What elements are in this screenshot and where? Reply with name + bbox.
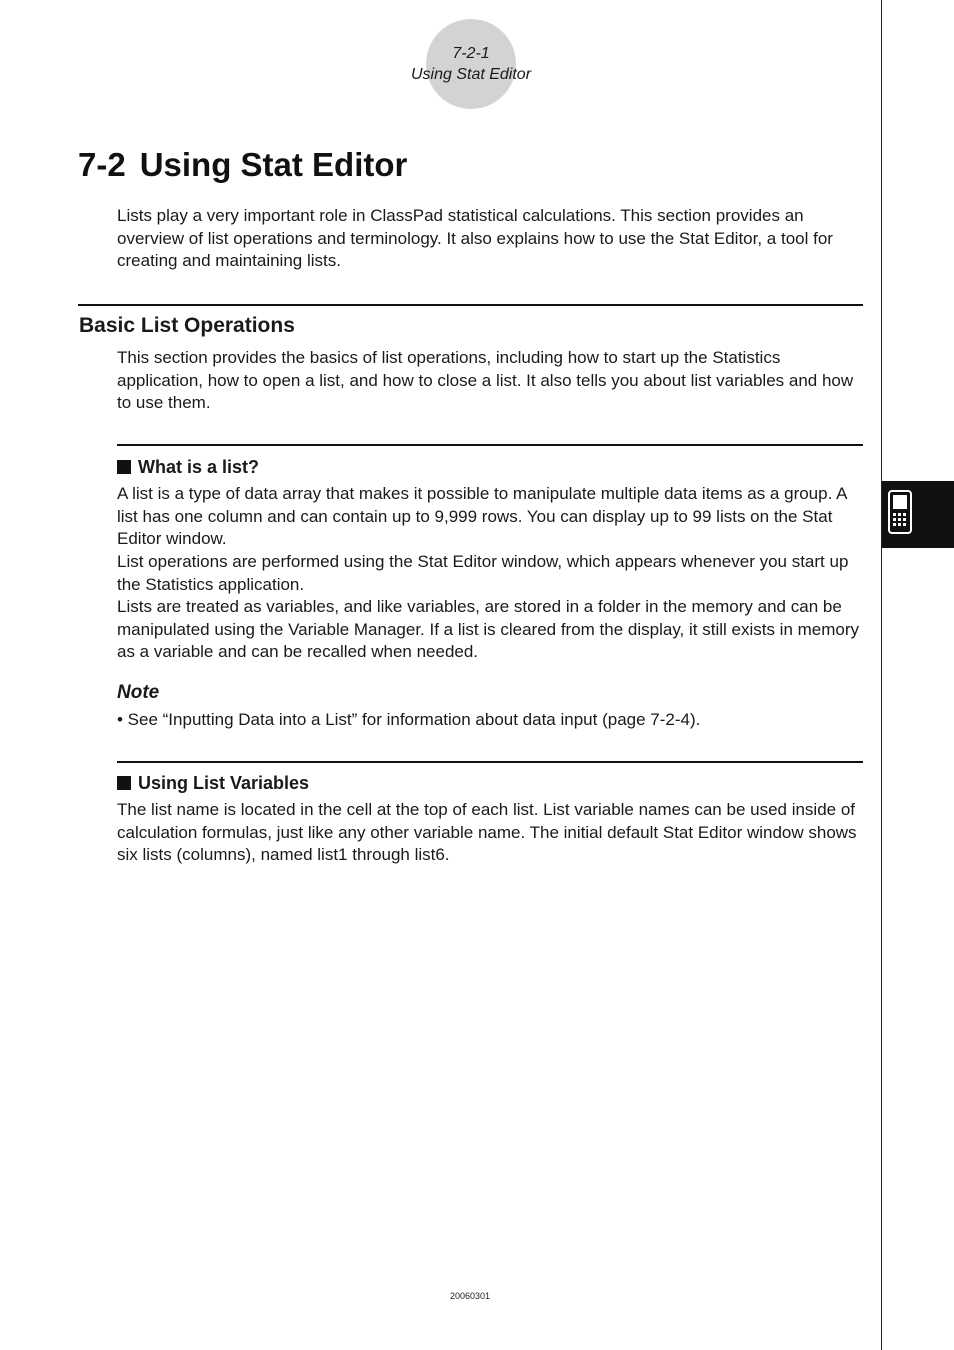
chapter-title-text: Using Stat Editor — [139, 146, 408, 183]
section-divider — [78, 304, 863, 306]
note-item: • See “Inputting Data into a List” for information about data input (page 7-2-4). — [117, 710, 701, 729]
chapter-title — [78, 143, 407, 187]
subsection-divider — [117, 444, 863, 446]
list-variables-heading-text: Using List Variables — [138, 773, 310, 793]
list-variables-heading — [117, 771, 309, 795]
chapter-number: 7-2 — [78, 146, 126, 183]
square-bullet-icon — [117, 776, 131, 790]
classpad-calculator-icon — [886, 489, 916, 537]
page-number: 7-2-1 — [452, 45, 490, 62]
what-is-list-paragraph-3: Lists are treated as variables, and like variables, are stored in a folder in the memory and can be manipulated using the Variable Manager. If a list is cleared from the display, it still exists in memory as a variable and can be recalled when needed. — [117, 597, 860, 662]
section-heading: Basic List Operations — [79, 314, 295, 337]
section-intro: This section provides the basics of list operations, including how to start up the Statistics application, how to open a list, and how to close a list. It also tells you about list variables and how to use them. — [117, 348, 854, 413]
note-label: Note — [117, 682, 160, 703]
running-title: Using Stat Editor — [410, 66, 532, 83]
footer-code: 20060301 — [449, 1291, 491, 1301]
what-is-list-heading-text: What is a list? — [138, 457, 260, 477]
right-margin-rule — [881, 0, 882, 1350]
square-bullet-icon — [117, 460, 131, 474]
what-is-list-heading — [117, 455, 259, 479]
subsection-divider-2 — [117, 761, 863, 763]
what-is-list-paragraph-2: List operations are performed using the Stat Editor window, which appears whenever you start up the Statistics application. — [117, 552, 849, 594]
header-badge — [426, 19, 516, 109]
chapter-intro: Lists play a very important role in ClassPad statistical calculations. This section provides an overview of list operations and terminology. It also explains how to use the Stat Editor, a tool for creating and maintaining lists. — [117, 206, 833, 271]
list-variables-paragraph: The list name is located in the cell at the top of each list. List variable names can be used inside of calculation formulas, just like any other variable name. The initial default Stat Editor window shows six lists (columns), named list1 through list6. — [117, 800, 857, 865]
what-is-list-paragraph-1: A list is a type of data array that makes it possible to manipulate multiple data items as a group. A list has one column and can contain up to 9,999 rows. You can display up to 99 lists on the Stat Editor window. — [117, 484, 847, 549]
chapter-side-tab — [882, 481, 954, 548]
